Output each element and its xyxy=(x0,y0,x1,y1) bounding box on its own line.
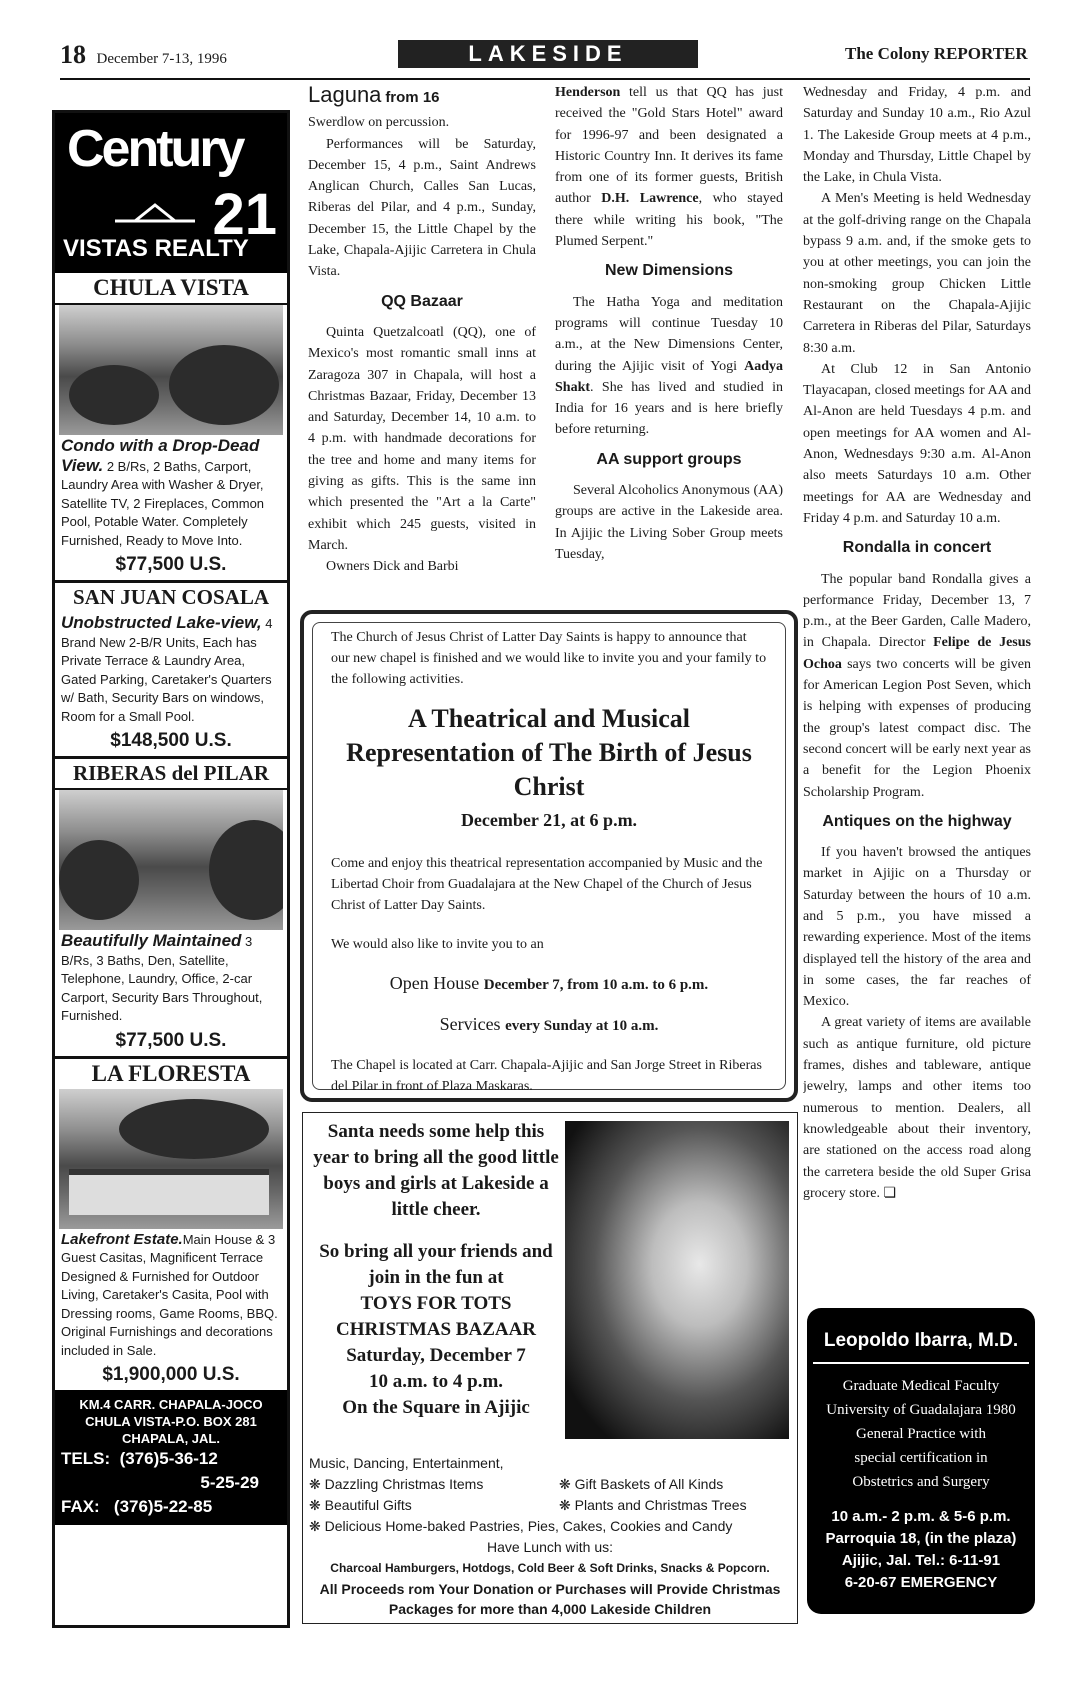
event-place: On the Square in Ajijic xyxy=(342,1397,530,1418)
church-invite: We would also like to invite you to an xyxy=(331,937,544,952)
text-run: A great variety of items are available such as antique furniture, old picture frames, dishes and tableware, antique jewelry, lamps and other items too numerous to mention. Dealers, all knowledgeable about their inventory, are stationed on the access road along the carretera beside the old Super Grisa grocery store. xyxy=(803,1015,1031,1201)
office-name: VISTAS REALTY xyxy=(63,235,249,262)
credential-line: Graduate Medical Faculty xyxy=(842,1378,1000,1394)
listing-lead: Beautifully Maintained xyxy=(61,931,242,950)
listing-san-juan-cosala xyxy=(55,580,287,752)
text-run: The Hatha Yoga and meditation programs will continue Tuesday 10 a.m., at the New Dimensions Center, during the Ajijic visit of Yogi xyxy=(555,294,783,374)
fax-label: FAX: xyxy=(61,1497,100,1516)
article-column-2 xyxy=(555,82,783,604)
credential-line: General Practice with xyxy=(856,1426,986,1442)
church-ad-inner xyxy=(312,622,786,1094)
fax-line xyxy=(61,1495,281,1519)
subhead-aa-support: AA support groups xyxy=(596,450,742,468)
listing-price: $1,900,000 U.S. xyxy=(102,1364,240,1385)
paragraph: Several Alcoholics Anonymous (AA) groups are active in the Lakeside area. In Ajijic the Living Sober Group meets Tuesday, xyxy=(555,483,783,562)
text-run: says two concerts will be given for American Legion Post Seven, which is helping with expenses of producing the group's latest compact disc. The second concert will be early next year as a benefit for the Legion Phoenix Scholarship Program. xyxy=(803,656,1031,800)
bold-name: Felipe de Jesus Ochoa xyxy=(803,635,1031,672)
items-row xyxy=(309,1474,791,1495)
text-run: The popular band Rondalla gives a performance Friday, December 13, 7 p.m., at the Beer Garden, Calle Madero, in Chapala. Director xyxy=(803,571,1031,651)
doctor-credentials xyxy=(807,1374,1035,1494)
doctor-hours xyxy=(807,1506,1035,1594)
event-name: TOYS FOR TOTS CHRISTMAS BAZAAR xyxy=(335,1293,537,1340)
listing-price: $148,500 U.S. xyxy=(110,730,232,751)
credential-line: special certification in xyxy=(854,1450,988,1466)
santa-invite: So bring all your friends and join in the fun at xyxy=(319,1241,553,1288)
doctor-name: Leopoldo Ibarra, M.D. xyxy=(813,1330,1029,1364)
paragraph xyxy=(803,569,1031,803)
listing-lead: Unobstructed Lake-view, xyxy=(61,613,262,632)
listing-price: $77,500 U.S. xyxy=(115,554,227,575)
century21-logo xyxy=(55,113,287,273)
paragraph: Quinta Quetzalcoatl (QQ), one of Mexico's most romantic small inns at Zaragoza 307 in Chapala, will host a Christmas Bazaar, Friday, December 13 and Saturday, December 14, 10 a.m. to 4 p.m. with handmade decorations for the tree and home and many items for giving as gifts. This is the same inn which presented the "Art a la Carte" exhibit which 245 guests, visited in March. xyxy=(308,324,536,553)
listing-details: 3 B/Rs, 3 Baths, Den, Satellite, Telephone, Laundry, Office, 2-car Carport, Security Bars Throughout, Furnished. xyxy=(61,934,263,1023)
listing-details: Main House & 3 Guest Casitas, Magnificent Terrace Designed & Furnished for Outdoor Living, Caretaker's Casita, Pool with Dressing rooms, Game Rooms, BBQ. Original Furnishings and decorations included in Sale. xyxy=(61,1231,278,1358)
item-label: Delicious Home-baked Pastries, Pies, Cakes, Cookies and Candy xyxy=(324,1518,733,1534)
paragraph: Wednesday and Friday, 4 p.m. and Saturday and Sunday 10 a.m., Rio Azul 1. The Lakeside Group meets at 4 p.m., Monday and Thursday, Little Chapel by the Lake, in Chula Vista. xyxy=(803,85,1031,186)
item-label: Beautiful Gifts xyxy=(324,1497,412,1513)
listing-price: $77,500 U.S. xyxy=(115,1029,227,1051)
tels-label: TELS: xyxy=(61,1449,111,1468)
entertainment-line: Music, Dancing, Entertainment, xyxy=(309,1455,504,1471)
item-label: Gift Baskets of All Kinds xyxy=(574,1476,724,1492)
paragraph xyxy=(555,82,783,252)
listing-description xyxy=(55,435,287,552)
paragraph xyxy=(555,292,783,441)
property-photo xyxy=(59,305,283,435)
bazaar-details xyxy=(309,1453,791,1619)
hours-line: 10 a.m.- 2 p.m. & 5-6 p.m. xyxy=(831,1508,1011,1525)
subhead-qq-bazaar: QQ Bazaar xyxy=(381,292,463,310)
listing-description xyxy=(55,612,287,728)
emergency-line: 6-20-67 EMERGENCY xyxy=(844,1574,998,1591)
paragraph: If you haven't browsed the antiques market in Ajijic on a Thursday or Saturday between the hours of 10 a.m. and 5 p.m., you have missed a rewarding experience. Most of the items displayed tell the history of the area and in some cases, the far reaches of Mexico. xyxy=(803,845,1031,1010)
section-banner: LAKESIDE xyxy=(398,40,698,68)
headline-word: Laguna xyxy=(308,84,382,107)
phone-line: Ajijic, Jal. Tel.: 6-11-91 xyxy=(841,1552,1001,1569)
listing-area: RIBERAS del PILAR xyxy=(55,759,287,790)
subhead-rondalla: Rondalla in concert xyxy=(842,539,992,557)
church-intro: The Church of Jesus Christ of Latter Day Saints is happy to announce that our new chapel is finished and we would like to invite you and your family to the following activities. xyxy=(331,630,767,687)
bold-name: Aadya Shakt xyxy=(555,358,783,395)
services xyxy=(331,1014,767,1037)
event-date: Saturday, December 7 xyxy=(346,1345,526,1366)
food-line: Charcoal Hamburgers, Hotdogs, Cold Beer & Soft Drinks, Snacks & Popcorn. xyxy=(330,1561,770,1575)
santa-intro: Santa needs some help this year to bring all the good little boys and girls at Lakeside a little cheer. xyxy=(313,1121,559,1220)
item-label: Plants and Christmas Trees xyxy=(574,1497,747,1513)
listing-description xyxy=(55,1229,287,1363)
listing-area: LA FLORESTA xyxy=(91,1060,251,1086)
item: ❋ Plants and Christmas Trees xyxy=(559,1497,747,1513)
services-label: Services xyxy=(439,1014,501,1034)
open-house-label: Open House xyxy=(389,973,480,993)
subhead-antiques: Antiques on the highway xyxy=(822,812,1012,830)
listing-chula-vista xyxy=(55,273,287,576)
header-rule xyxy=(60,78,1030,80)
item-label: Dazzling Christmas Items xyxy=(324,1476,484,1492)
toys-for-tots-ad xyxy=(302,1112,798,1624)
headline-jump: from 16 xyxy=(385,89,440,106)
proceeds-line: All Proceeds rom Your Donation or Purchases will Provide Christmas Packages for more than 4,000 Lakeside Children xyxy=(319,1581,781,1617)
open-house xyxy=(331,973,767,996)
church-ad xyxy=(300,610,798,1102)
article-column-3 xyxy=(803,82,1031,1292)
church-location: The Chapel is located at Carr. Chapala-Ajijic and San Jorge Street in Riberas del Pilar in front of Plaza Maskaras. xyxy=(331,1058,762,1094)
church-event-title: A Theatrical and Musical Representation of The Birth of Jesus Christ xyxy=(346,704,752,801)
paragraph: Owners Dick and Barbi xyxy=(326,559,459,575)
paragraph: Swerdlow on percussion. xyxy=(308,115,450,131)
property-photo xyxy=(59,790,283,930)
property-photo xyxy=(59,1089,283,1229)
listing-riberas-del-pilar xyxy=(55,756,287,1052)
lunch-line: Have Lunch with us: xyxy=(486,1539,614,1555)
listing-area: SAN JUAN COSALA xyxy=(72,585,270,609)
subhead-new-dimensions: New Dimensions xyxy=(604,262,734,280)
listing-details: 2 B/Rs, 2 Baths, Carport, Laundry Area with Washer & Dryer, Satellite TV, 2 Fireplaces, Common Pool, Potable Water. Completely Furnished, Ready to Move Into. xyxy=(61,458,265,548)
issue-date: December 7-13, 1996 xyxy=(96,51,227,67)
services-time: every Sunday at 10 a.m. xyxy=(505,1018,659,1034)
realty-contact xyxy=(55,1390,287,1525)
house-icon xyxy=(115,197,195,227)
text-run: tell us that QQ has just received the "Gold Stars Hotel" award for 1996-97 and been designated a Historic Country Inn. It derives its fame from one of its former guests, British author xyxy=(555,85,783,207)
paper-name: The Colony REPORTER xyxy=(845,44,1028,63)
jump-headline xyxy=(308,84,536,108)
page-number: 18 xyxy=(60,40,86,69)
santa-ad-text xyxy=(311,1119,561,1421)
items-row xyxy=(309,1495,791,1516)
address-line: Parroquia 18, (in the plaza) xyxy=(825,1530,1017,1547)
phone-number: 5-25-29 xyxy=(200,1473,259,1492)
paragraph: Performances will be Saturday, December 15, 4 p.m., Saint Andrews Anglican Church, Calles San Lucas, Riberas del Pilar, and 4 p.m., Sunday, December 15, the Little Chapel by the Lake, Chapala-Ajijic Carretera in Chula Vista. xyxy=(308,136,536,280)
doctor-ad xyxy=(807,1308,1035,1614)
address-line: CHULA VISTA-P.O. BOX 281 xyxy=(85,1414,257,1429)
event-time: 10 a.m. to 4 p.m. xyxy=(368,1371,504,1392)
phone-line xyxy=(61,1447,281,1471)
paragraph: A Men's Meeting is held Wednesday at the golf-driving range on the Chapala bypass 9 a.m. and, if the smoke gets to you at other meetings, you can join the non-smoking group Chicken Little Restaurant on the Chapala-Ajijic Carretera in Riberas del Pilar, Saturdays 8:30 a.m. xyxy=(803,191,1031,356)
paragraph xyxy=(803,1012,1031,1204)
santa-photo xyxy=(565,1121,789,1439)
phone-number: (376)5-36-12 xyxy=(119,1449,218,1468)
church-event-date: December 21, at 6 p.m. xyxy=(460,810,638,830)
article-column-1 xyxy=(308,84,536,604)
listing-la-floresta xyxy=(55,1056,287,1387)
brand-name: Century xyxy=(67,120,243,178)
end-mark-icon: ❏ xyxy=(883,1185,897,1201)
fax-number: (376)5-22-85 xyxy=(113,1497,213,1516)
bold-name: Henderson xyxy=(555,85,621,100)
open-house-time: December 7, from 10 a.m. to 6 p.m. xyxy=(483,977,709,993)
text-run: . She has lived and studied in India for 16 years and is here briefly before returning. xyxy=(555,379,783,438)
listing-description xyxy=(55,930,287,1028)
item: ❋ Dazzling Christmas Items xyxy=(309,1476,484,1492)
credential-line: University of Guadalajara 1980 xyxy=(826,1402,1016,1418)
listing-details: 4 Brand New 2-B/R Units, Each has Private Terrace & Laundry Area, Gated Parking, Caretaker's Quarters w/ Bath, Security Bars on windows, Room for a Small Pool. xyxy=(61,616,273,724)
address-line: KM.4 CARR. CHAPALA-JOCO xyxy=(79,1397,263,1412)
bold-name: D.H. Lawrence xyxy=(601,191,699,207)
listing-area: CHULA VISTA xyxy=(55,273,287,305)
address-line: CHAPALA, JAL. xyxy=(122,1431,220,1446)
item: ❋ Delicious Home-baked Pastries, Pies, Cakes, Cookies and Candy xyxy=(309,1518,733,1534)
paragraph: At Club 12 in San Antonio Tlayacapan, closed meetings for AA and Al-Anon are held Tuesdays 4 p.m. and open meetings for AA women and Al-Anon, Wednesdays 9:30 a.m. Al-Anon also meets Saturdays 10 a.m. Other meetings for AA are Wednesday and Friday 4 p.m. and Saturday 10 a.m. xyxy=(803,361,1031,526)
listing-lead: Lakefront Estate. xyxy=(61,1230,183,1248)
item: ❋ Gift Baskets of All Kinds xyxy=(559,1476,724,1492)
page-header xyxy=(60,40,227,70)
credential-line: Obstetrics and Surgery xyxy=(852,1474,990,1490)
realty-ad xyxy=(52,110,290,1628)
church-body: Come and enjoy this theatrical representation accompanied by Music and the Libertad Choir from Guadalajara at the New Chapel of the Church of Jesus Christ of Latter Day Saints. xyxy=(331,856,763,913)
brand-number: 21 xyxy=(212,182,277,247)
item: ❋ Beautiful Gifts xyxy=(309,1497,412,1513)
text-run: , who stayed there while writing his book, "The Plumed Serpent." xyxy=(555,191,783,250)
listing-lead: Condo with a Drop-Dead View. xyxy=(61,436,260,475)
